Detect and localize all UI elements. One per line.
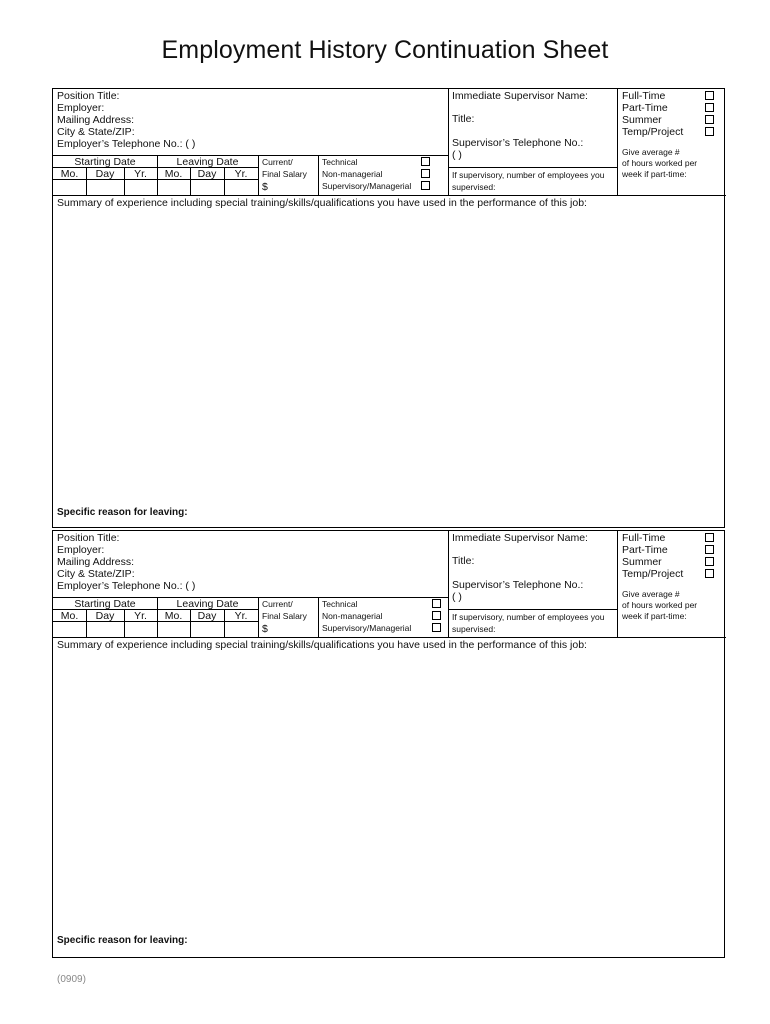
start-year-field[interactable] [125,622,156,636]
starting-date-header: Starting Date [74,156,136,168]
supervisor-title-label: Title: [452,113,475,125]
mailing-address-label: Mailing Address: [57,114,135,126]
full-time-checkbox[interactable] [705,533,714,542]
leave-month-field[interactable] [158,622,189,636]
summary-field[interactable] [55,653,722,933]
salary-label-line1: Current/ [262,157,293,167]
supervisory-managerial-checkbox[interactable] [432,623,441,632]
start-year-header: Yr. [134,168,147,180]
city-state-zip-label: City & State/ZIP: [57,568,135,580]
leave-day-field[interactable] [191,622,223,636]
leave-day-header: Day [197,610,217,622]
full-time-label: Full-Time [622,532,666,544]
supervisory-note-line1: If supervisory, number of employees you [452,612,605,622]
summary-label: Summary of experience including special training/skills/qualifications you have used in the performance of this job: [57,197,587,209]
leaving-date-header: Leaving Date [176,598,239,610]
hours-note-line3: week if part-time: [622,611,687,621]
temp-project-checkbox[interactable] [705,127,714,136]
leave-month-header: Mo. [164,168,183,180]
dollar-sign: $ [262,623,268,635]
reason-label: Specific reason for leaving: [57,507,188,518]
hours-note-line2: of hours worked per [622,600,698,610]
city-state-zip-label: City & State/ZIP: [57,126,135,138]
supervisor-name-label: Immediate Supervisor Name: [452,532,588,544]
leaving-date-header: Leaving Date [176,156,239,168]
salary-field[interactable] [271,622,316,636]
part-time-label: Part-Time [622,544,668,556]
summer-label: Summer [622,556,662,568]
hours-note-line1: Give average # [622,589,680,599]
supervisory-note-line2: supervised: [452,624,496,634]
leave-month-header: Mo. [164,610,183,622]
start-month-field[interactable] [54,622,85,636]
supervisor-phone-parens: ( ) [452,149,462,161]
supervisor-title-label: Title: [452,555,475,567]
salary-label-line2: Final Salary [262,611,307,621]
supervisory-note-line2: supervised: [452,182,496,192]
technical-label: Technical [322,599,358,609]
leave-year-header: Yr. [234,610,248,622]
part-time-checkbox[interactable] [705,545,714,554]
leave-year-field[interactable] [225,180,257,194]
non-managerial-label: Non-managerial [322,611,383,621]
salary-label-line1: Current/ [262,599,293,609]
starting-date-header: Starting Date [74,598,136,610]
mailing-address-label: Mailing Address: [57,556,135,568]
supervisor-telephone-label: Supervisor’s Telephone No.: [452,137,584,149]
non-managerial-checkbox[interactable] [432,611,441,620]
hours-note-line3: week if part-time: [622,169,687,179]
employer-telephone-label: Employer’s Telephone No.: ( ) [57,580,196,592]
position-title-label: Position Title: [57,532,120,544]
dollar-sign: $ [262,181,268,193]
start-day-header: Day [95,610,115,622]
supervisory-note-line1: If supervisory, number of employees you [452,170,605,180]
full-time-label: Full-Time [622,90,666,102]
technical-label: Technical [322,157,358,167]
temp-project-checkbox[interactable] [705,569,714,578]
leave-year-field[interactable] [225,622,257,636]
supervisor-telephone-label: Supervisor’s Telephone No.: [452,579,584,591]
technical-checkbox[interactable] [432,599,441,608]
leave-day-header: Day [197,168,217,180]
start-day-field[interactable] [87,180,123,194]
supervisory-managerial-checkbox[interactable] [421,181,430,190]
start-month-header: Mo. [60,610,79,622]
supervisor-name-label: Immediate Supervisor Name: [452,90,588,102]
temp-project-label: Temp/Project [622,126,684,138]
supervisory-managerial-label: Supervisory/Managerial [322,181,412,191]
technical-checkbox[interactable] [421,157,430,166]
start-month-field[interactable] [54,180,85,194]
salary-label-line2: Final Salary [262,169,307,179]
leave-day-field[interactable] [191,180,223,194]
salary-field[interactable] [271,180,316,194]
leave-year-header: Yr. [234,168,248,180]
supervisory-managerial-label: Supervisory/Managerial [322,623,412,633]
employer-telephone-label: Employer’s Telephone No.: ( ) [57,138,196,150]
non-managerial-label: Non-managerial [322,169,383,179]
start-month-header: Mo. [60,168,79,180]
hours-note-line2: of hours worked per [622,158,698,168]
employment-entry-2 [52,530,725,958]
full-time-checkbox[interactable] [705,91,714,100]
hours-note-line1: Give average # [622,147,680,157]
start-day-field[interactable] [87,622,123,636]
form-code: (0909) [57,974,86,985]
start-year-header: Yr. [134,610,147,622]
position-title-label: Position Title: [57,90,120,102]
temp-project-label: Temp/Project [622,568,684,580]
reason-label: Specific reason for leaving: [57,935,188,946]
employer-label: Employer: [57,544,105,556]
part-time-label: Part-Time [622,102,668,114]
start-day-header: Day [95,168,115,180]
summary-field[interactable] [55,211,722,501]
leave-month-field[interactable] [158,180,189,194]
page-title: Employment History Continuation Sheet [161,36,609,64]
supervisor-phone-parens: ( ) [452,591,462,603]
start-year-field[interactable] [125,180,156,194]
employment-entry-1 [52,88,725,528]
employer-label: Employer: [57,102,105,114]
part-time-checkbox[interactable] [705,103,714,112]
summer-checkbox[interactable] [705,557,714,566]
summer-label: Summer [622,114,662,126]
summary-label: Summary of experience including special training/skills/qualifications you have used in the performance of this job: [57,639,587,651]
summer-checkbox[interactable] [705,115,714,124]
non-managerial-checkbox[interactable] [421,169,430,178]
